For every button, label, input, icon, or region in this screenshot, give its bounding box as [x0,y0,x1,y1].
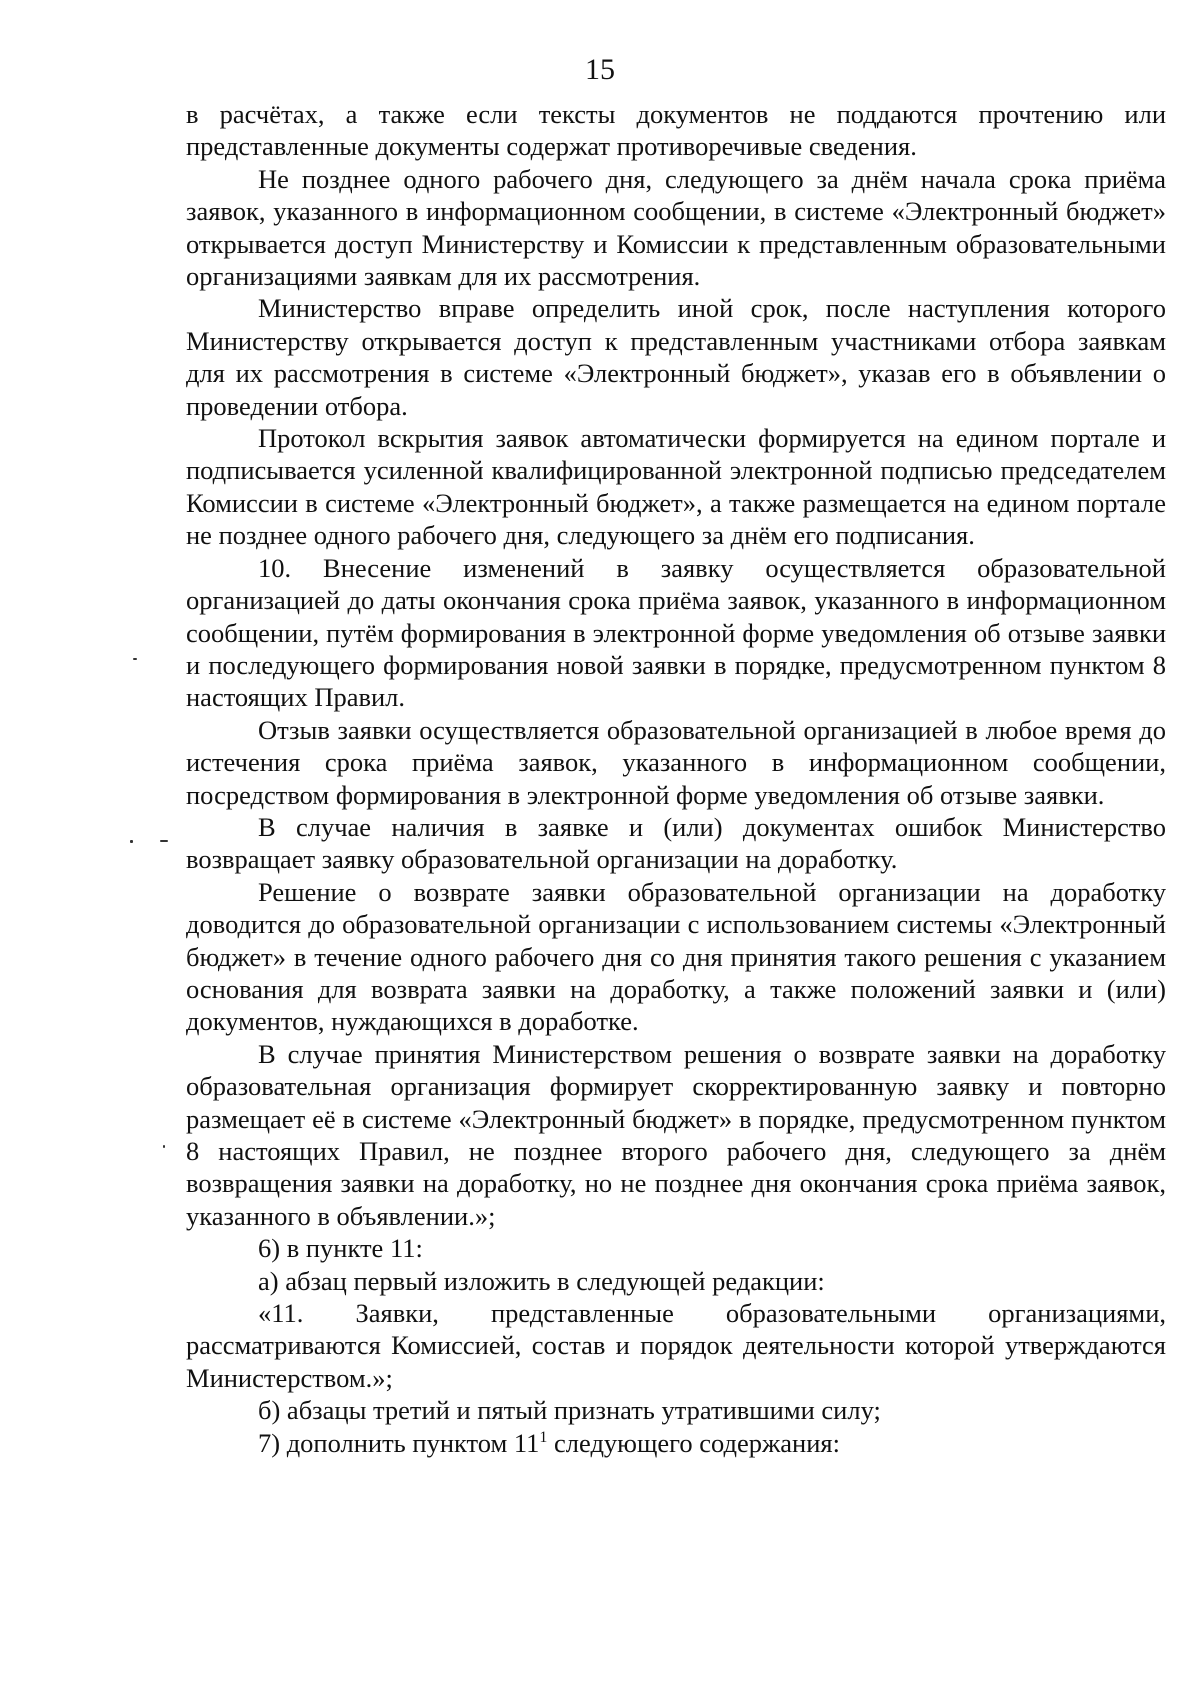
list-item-7-text: 7) дополнить пунктом 11 [258,1427,540,1458]
list-item-7-tail: следующего содержания: [547,1427,840,1458]
quoted-item-11: «11. Заявки, представленные образовательными организациями, рассматриваются Комиссией, состав и порядок деятельности которой утверждаются Министерством.»; [186,1298,1166,1393]
scan-mark [133,658,137,660]
list-item-6: 6) в пункте 11: [258,1233,423,1264]
paragraph: Министерство вправе определить иной срок, после наступления которого Министерству открывается доступ к представленным участниками отбора заявкам для их рассмотрения в системе «Электронный бюджет», указав его в объявлении о проведении отбора. [186,293,1166,421]
paragraph: В случае принятия Министерством решения о возврате заявки на доработку образовательная организация формирует скорректированную заявку и повторно размещает её в системе «Электронный бюджет» в порядке, предусмотренном пунктом 8 настоящих Правил, не позднее второго рабочего дня, следующего за днём возвращения заявки на доработку, но не позднее дня окончания срока приёма заявок, указанного в объявлении.»; [186,1038,1166,1231]
scan-mark [163,1145,165,1148]
page-number: 15 [585,53,615,86]
paragraph: Решение о возврате заявки образовательной организации на доработку доводится до образовательной организации с использованием системы «Электронный бюджет» в течение одного рабочего дня со дня принятия такого решения с указанием основания для возврата заявки на доработку, а также положений заявки и (или) документов, нуждающихся в доработке. [186,876,1166,1037]
paragraph: В случае наличия в заявке и (или) документах ошибок Министерство возвращает заявку образовательной организации на доработку. [186,811,1166,875]
document-body [186,98,1166,1459]
list-item-7 [186,1427,1166,1459]
superscript-index: 1 [539,1428,548,1446]
paragraph: Отзыв заявки осуществляется образовательной организацией в любое время до истечения срока приёма заявок, указанного в информационном сообщении, посредством формирования в электронной форме уведомления об отзыве заявки. [186,714,1166,810]
scan-mark [160,840,168,842]
paragraph-item-10: 10. Внесение изменений в заявку осуществляется образовательной организацией до даты окончания срока приёма заявок, указанного в информационном сообщении, путём формирования в электронной форме уведомления об отзыве заявки и последующего формирования новой заявки в порядке, предусмотренном пунктом 8 настоящих Правил. [186,552,1166,713]
scan-mark [130,840,133,843]
list-item-a: а) абзац первый изложить в следующей редакции: [258,1265,825,1296]
paragraph: в расчётах, а также если тексты документов не поддаются прочтению или представленные документы содержат противоречивые сведения. [186,99,1166,162]
paragraph: Не позднее одного рабочего дня, следующего за днём начала срока приёма заявок, указанного в информационном сообщении, в системе «Электронный бюджет» открывается доступ Министерству и Комиссии к представленным образовательными организациями заявкам для их рассмотрения. [186,163,1166,292]
paragraph: Протокол вскрытия заявок автоматически формируется на едином портале и подписывается усиленной квалифицированной электронной подписью председателем Комиссии в системе «Электронный бюджет», а также размещается на едином портале не позднее одного рабочего дня, следующего за днём его подписания. [186,423,1166,551]
list-item-b: б) абзацы третий и пятый признать утратившими силу; [258,1395,881,1426]
